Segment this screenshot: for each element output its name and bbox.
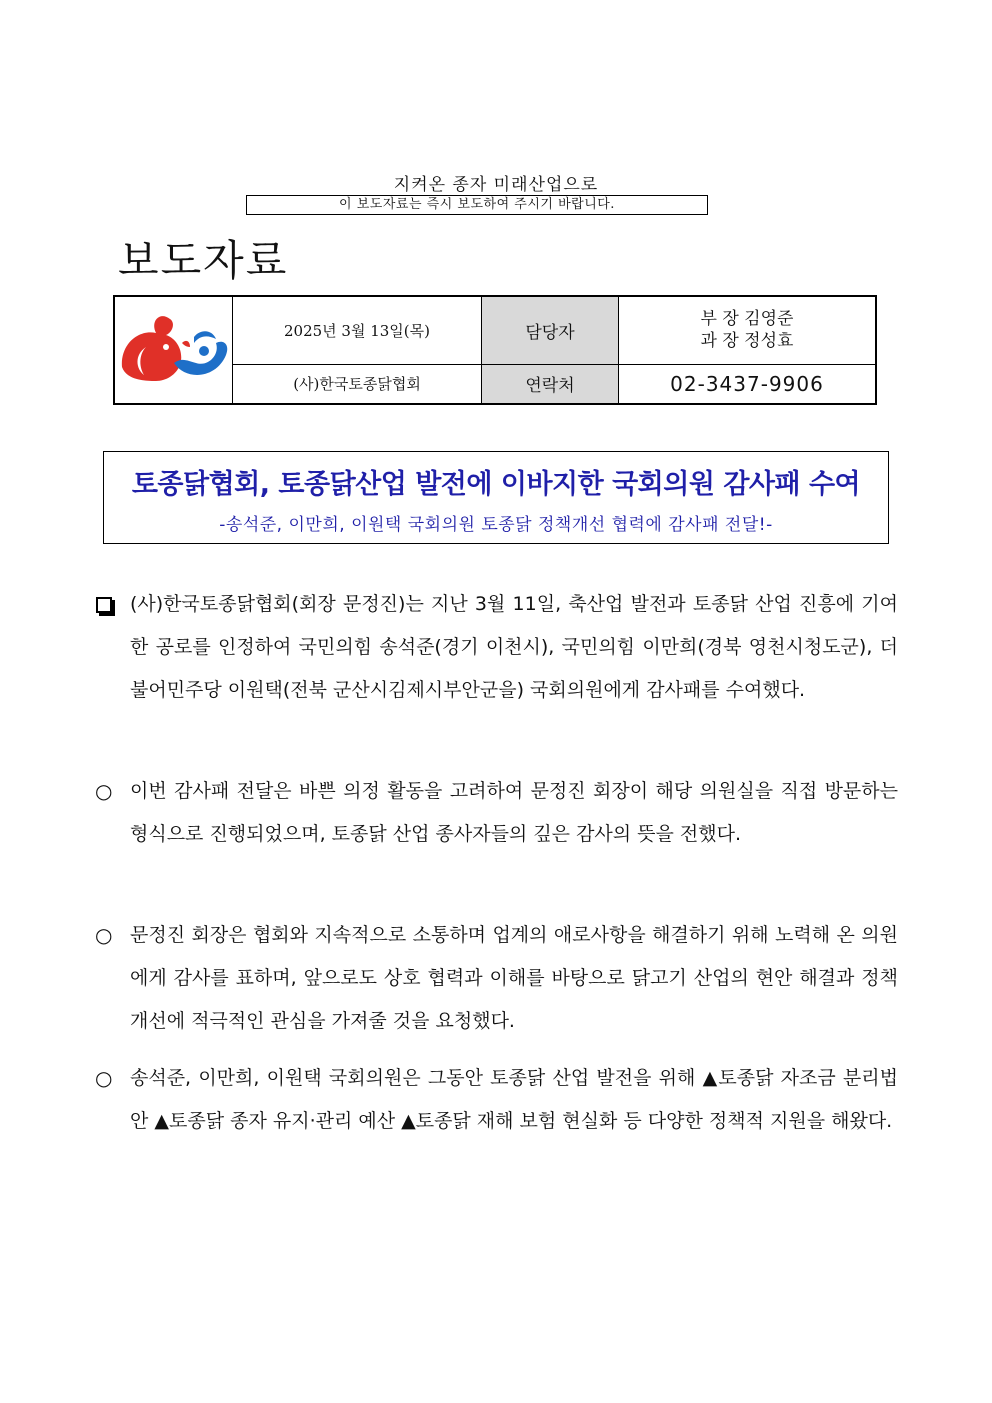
info-table <box>113 295 877 405</box>
phone-cell: 02-3437-9906 <box>619 364 877 404</box>
contact-person-line2: 과 장 정성효 <box>700 331 794 352</box>
slogan: 지켜온 종자 미래산업으로 <box>393 175 599 195</box>
phone-label: 연락처 <box>482 364 619 404</box>
headline-box <box>103 451 889 544</box>
association-logo-icon <box>116 303 232 393</box>
headline-subtitle: -송석준, 이만희, 이원택 국회의원 토종닭 정책개선 협력에 감사패 전달!- <box>219 515 773 535</box>
circle-bullet-icon: ○ <box>95 923 113 947</box>
contact-person-label: 담당자 <box>482 296 619 364</box>
date-cell: 2025년 3월 13일(목) <box>233 296 482 364</box>
contact-person-line1: 부 장 김영준 <box>700 309 794 330</box>
square-bullet-icon <box>96 597 112 613</box>
headline-title: 토종닭협회, 토종닭산업 발전에 이바지한 국회의원 감사패 수여 <box>131 469 861 500</box>
paragraph-2: 이번 감사패 전달은 바쁜 의정 활동을 고려하여 문정진 회장이 해당 의원실을 직접 방문하는 형식으로 진행되었으며, 토종닭 산업 종사자들의 깊은 감사의 뜻을 전했다. <box>130 780 898 845</box>
circle-bullet-icon: ○ <box>95 779 113 803</box>
circle-bullet-icon: ○ <box>95 1066 113 1090</box>
paragraph-4: 송석준, 이만희, 이원택 국회의원은 그동안 토종닭 산업 발전을 위해 ▲토종닭 자조금 분리법안 ▲토종닭 종자 유지·관리 예산 ▲토종닭 재해 보험 현실화 등 다양한 정책적 지원을 해왔다. <box>130 1067 898 1132</box>
organization-cell: (사)한국토종닭협회 <box>233 364 482 404</box>
paragraph-3: 문정진 회장은 협회와 지속적으로 소통하며 업계의 애로사항을 해결하기 위해 노력해 온 의원에게 감사를 표하며, 앞으로도 상호 협력과 이해를 바탕으로 닭고기 산업의 현안 해결과 정책 개선에 적극적인 관심을 가져줄 것을 요청했다. <box>130 924 898 1032</box>
contact-person-cell <box>619 296 877 364</box>
embargo-notice: 이 보도자료는 즉시 보도하여 주시기 바랍니다. <box>246 195 708 215</box>
document-type-title: 보도자료 <box>118 236 289 285</box>
logo-cell <box>114 296 233 404</box>
paragraph-1: (사)한국토종닭협회(회장 문정진)는 지난 3월 11일, 축산업 발전과 토종닭 산업 진흥에 기여한 공로를 인정하여 국민의힘 송석준(경기 이천시), 국민의힘 이만희(경북 영천시청도군), 더불어민주당 이원택(전북 군산시김제시부안군을) 국회의원에게 감사패를 수여했다. <box>130 593 898 701</box>
